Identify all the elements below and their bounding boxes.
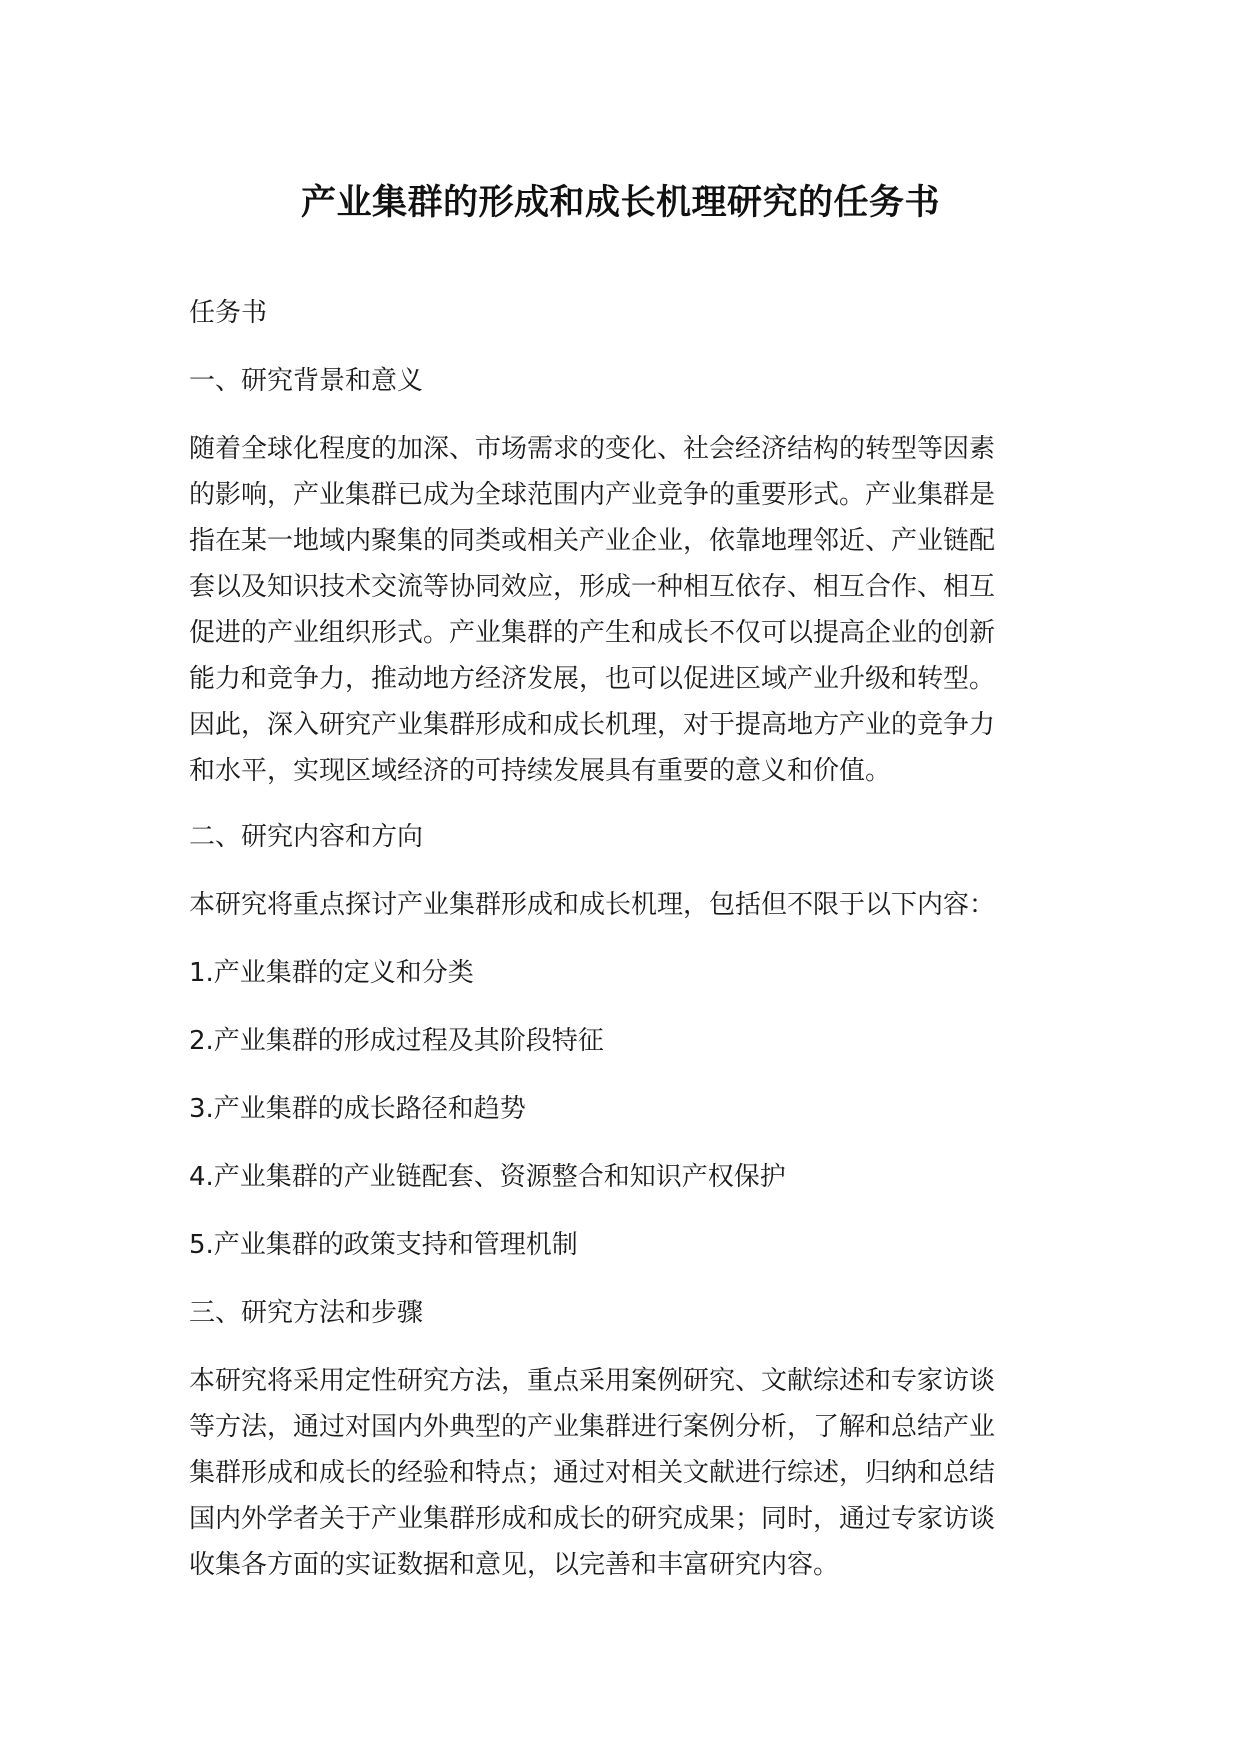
list-item: 2.产业集群的形成过程及其阶段特征 [189,1026,604,1056]
document-label: 任务书 [189,298,268,328]
paragraph-line: 等方法，通过对国内外典型的产业集群进行案例分析，了解和总结产业 [189,1412,996,1442]
document-title: 产业集群的形成和成长机理研究的任务书 [300,183,940,223]
paragraph-line: 国内外学者关于产业集群形成和成长的研究成果；同时，通过专家访谈 [189,1504,996,1534]
section-heading-content: 二、研究内容和方向 [189,822,424,852]
list-item: 1.产业集群的定义和分类 [189,958,474,988]
paragraph-line: 和水平，实现区域经济的可持续发展具有重要的意义和价值。 [189,756,892,786]
paragraph-line: 随着全球化程度的加深、市场需求的变化、社会经济结构的转型等因素 [189,434,996,464]
paragraph-line: 的影响，产业集群已成为全球范围内产业竞争的重要形式。产业集群是 [189,480,996,510]
section-heading-methods: 三、研究方法和步骤 [189,1298,424,1328]
section-heading-background: 一、研究背景和意义 [189,366,424,396]
paragraph-line: 因此，深入研究产业集群形成和成长机理，对于提高地方产业的竞争力 [189,710,996,740]
paragraph-line: 收集各方面的实证数据和意见，以完善和丰富研究内容。 [189,1550,840,1580]
paragraph-line: 促进的产业组织形式。产业集群的产生和成长不仅可以提高企业的创新 [189,618,996,648]
list-item: 3.产业集群的成长路径和趋势 [189,1094,526,1124]
paragraph-line: 集群形成和成长的经验和特点；通过对相关文献进行综述，归纳和总结 [189,1458,996,1488]
paragraph-line: 套以及知识技术交流等协同效应，形成一种相互依存、相互合作、相互 [189,572,996,602]
section-paragraph-background [189,426,1039,794]
list-item: 4.产业集群的产业链配套、资源整合和知识产权保护 [189,1162,786,1192]
paragraph-line: 本研究将采用定性研究方法，重点采用案例研究、文献综述和专家访谈 [189,1366,996,1396]
paragraph-line: 指在某一地域内聚集的同类或相关产业企业，依靠地理邻近、产业链配 [189,526,996,556]
section-paragraph-methods [189,1358,1039,1588]
document-body [189,290,1039,1588]
paragraph-line: 能力和竞争力，推动地方经济发展，也可以促进区域产业升级和转型。 [189,664,996,694]
section-intro: 本研究将重点探讨产业集群形成和成长机理，包括但不限于以下内容： [189,890,996,920]
list-item: 5.产业集群的政策支持和管理机制 [189,1230,578,1260]
